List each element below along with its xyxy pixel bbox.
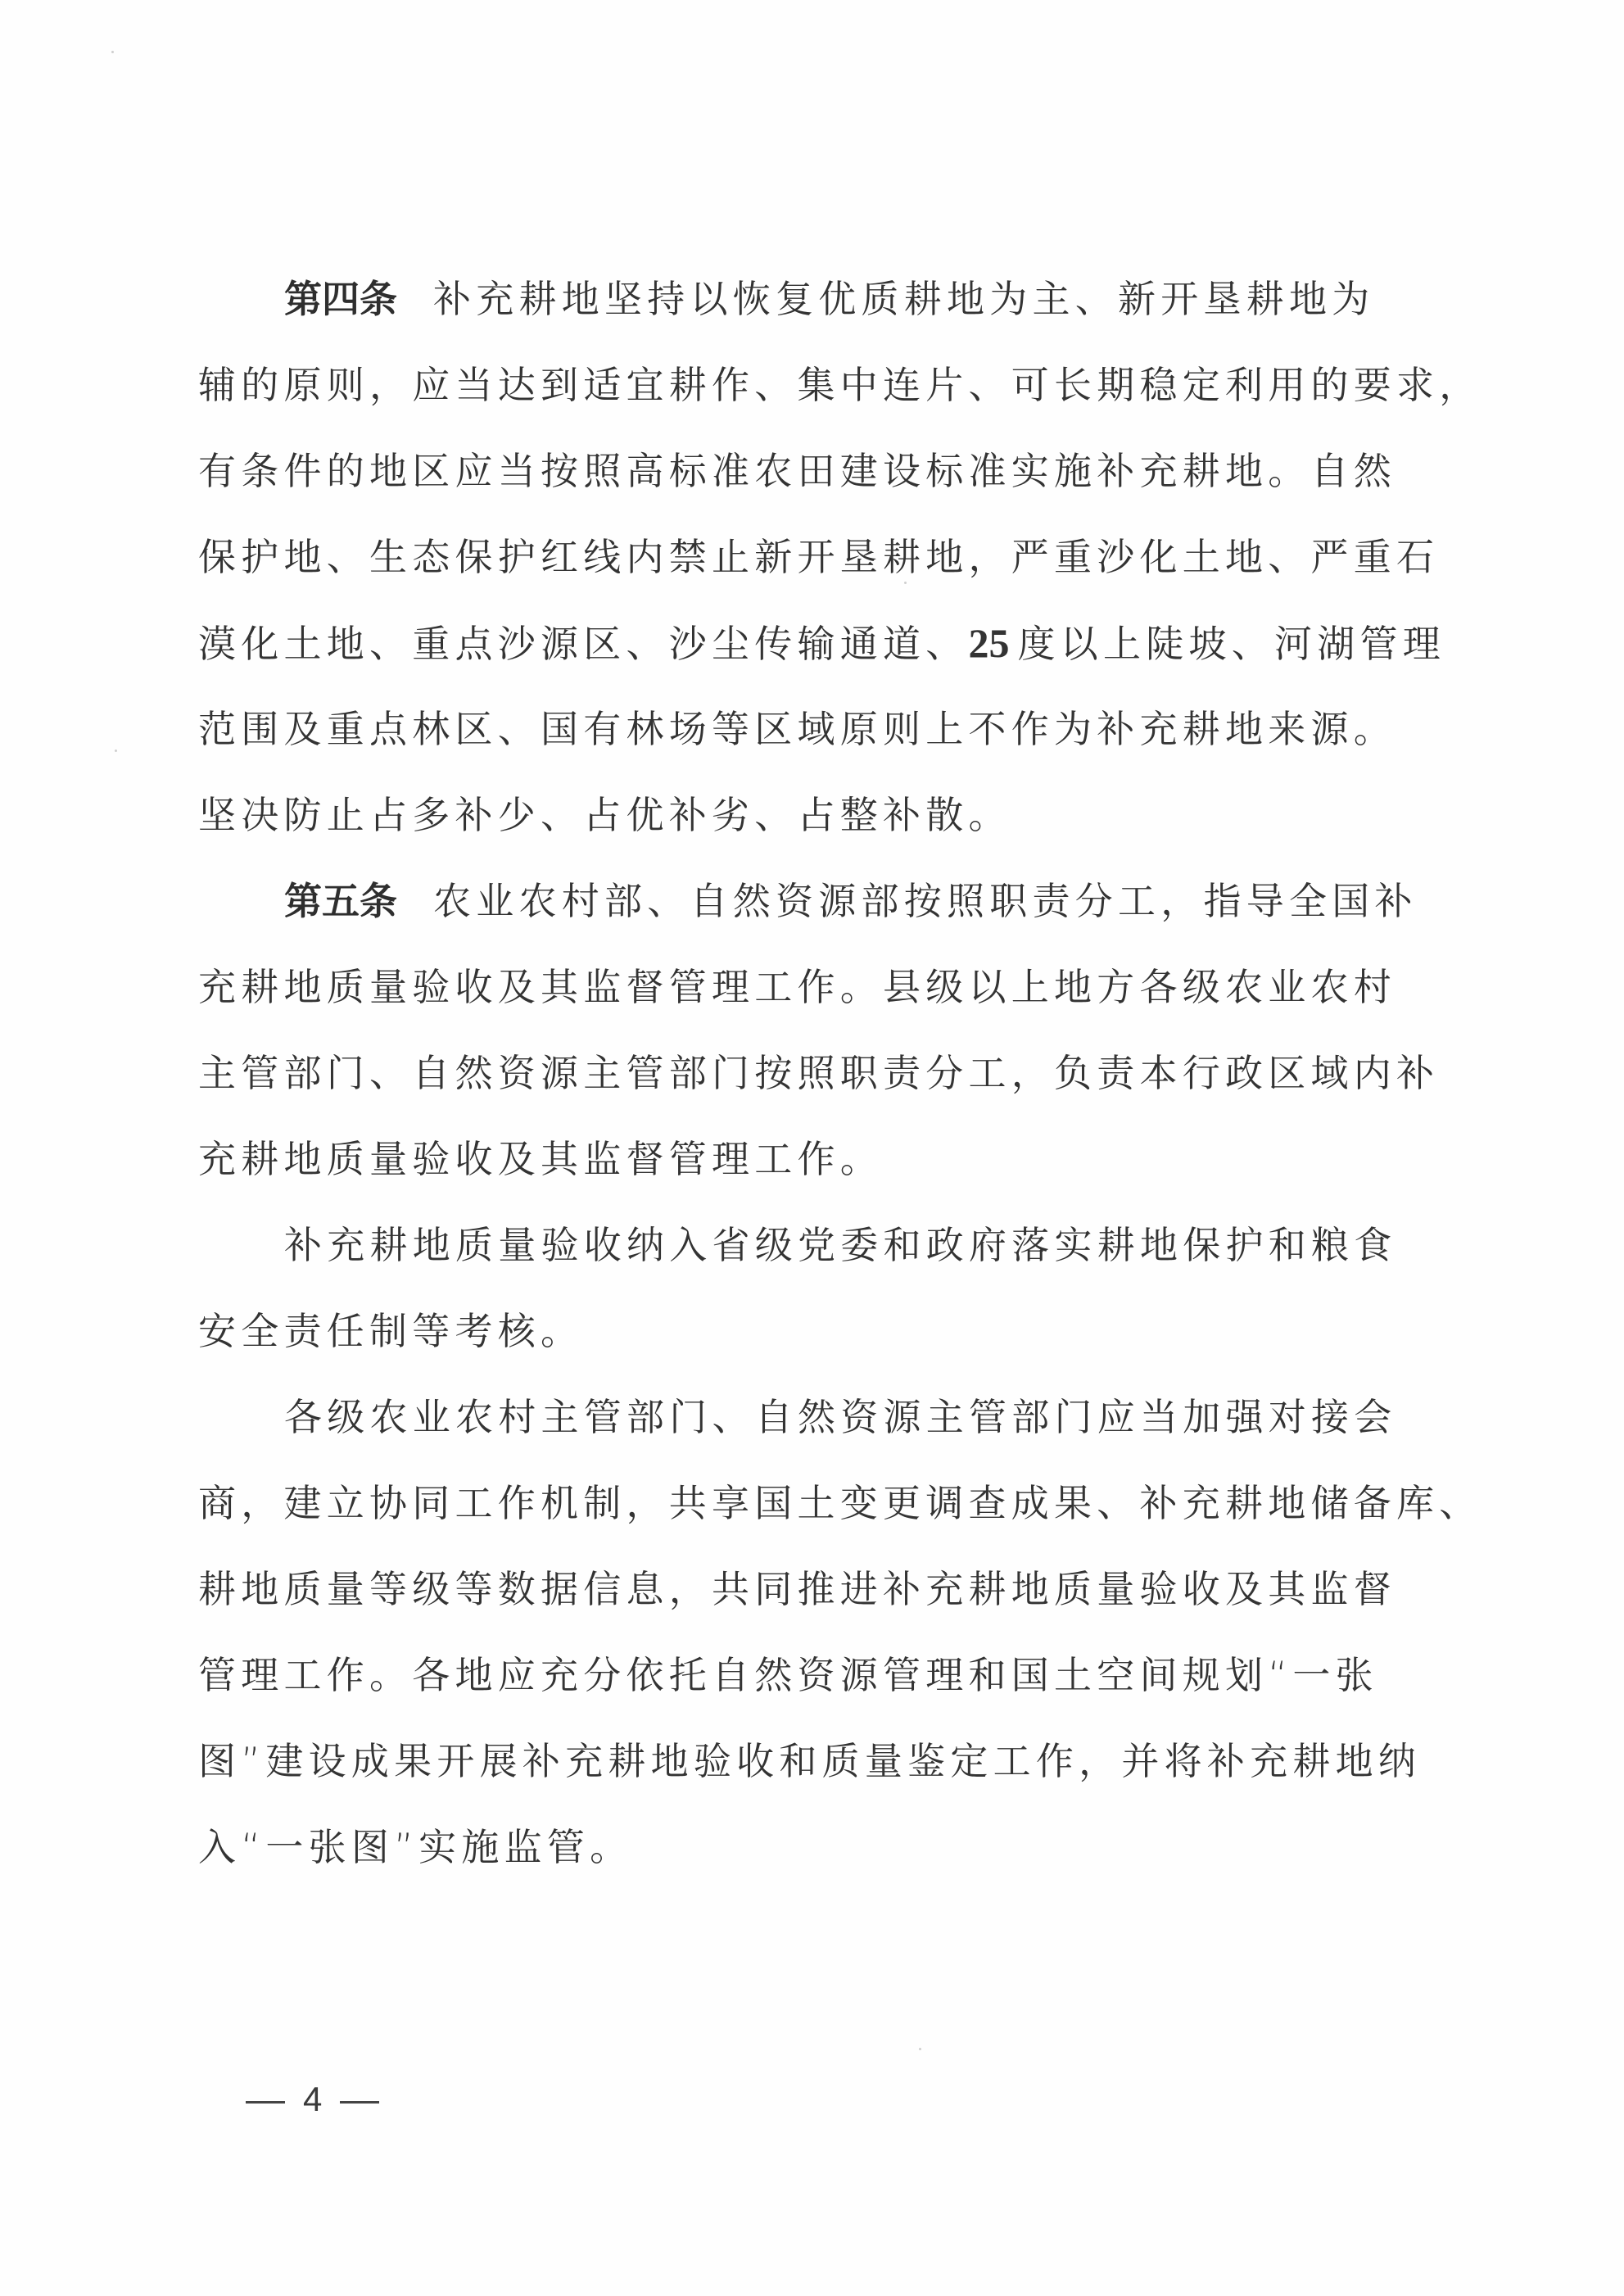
footer-dash-right	[340, 2101, 379, 2104]
page-number: 4	[303, 2080, 323, 2118]
article-4-line-5-end: 度以上陡坡、河湖管理	[1017, 622, 1445, 666]
article-4-text: 补充耕地坚持以恢复优质耕地为主、新开垦耕地为	[433, 277, 1375, 321]
scan-speck	[919, 2048, 921, 2050]
article-4-line-7: 坚决防止占多补少、占优补劣、占整补散。	[198, 793, 1011, 837]
article-4-line-3: 有条件的地区应当按照高标准农田建设标准实施补充耕地。自然	[198, 449, 1396, 493]
article-4-line-1	[284, 256, 1496, 342]
article-4-line-2: 辅的原则，应当达到适宜耕作、集中连片、可长期稳定利用的要求，	[198, 363, 1482, 407]
article-5-line-4: 充耕地质量验收及其监督管理工作。	[198, 1137, 883, 1181]
article-5-para-3-line-2: 商，建立协同工作机制，共享国土变更调查成果、补充耕地储备库、	[198, 1481, 1482, 1525]
article-5-text: 农业农村部、自然资源部按照职责分工，指导全国补	[433, 879, 1418, 923]
article-4-label: 第四条	[284, 277, 397, 321]
article-5-para-3-line-4: 管理工作。各地应充分依托自然资源管理和国土空间规划“一张	[198, 1653, 1378, 1697]
article-4-line-4: 保护地、生态保护红线内禁止新开垦耕地，严重沙化土地、严重石	[198, 535, 1440, 579]
article-5-para-2-line-1: 补充耕地质量验收纳入省级党委和政府落实耕地保护和粮食	[284, 1223, 1397, 1267]
scan-speck	[904, 582, 907, 584]
article-5-para-3-line-3: 耕地质量等级等数据信息，共同推进补充耕地质量验收及其监督	[198, 1567, 1396, 1611]
article-5-line-3: 主管部门、自然资源主管部门按照职责分工，负责本行政区域内补	[198, 1051, 1440, 1095]
article-5-label: 第五条	[284, 879, 397, 923]
article-5-para-3-line-5: 图”建设成果开展补充耕地验收和质量鉴定工作，并将补充耕地纳	[198, 1739, 1422, 1783]
article-5-para-3-line-1: 各级农业农村主管部门、自然资源主管部门应当加强对接会	[284, 1395, 1397, 1439]
article-5-line-2: 充耕地质量验收及其监督管理工作。县级以上地方各级农业农村	[198, 965, 1396, 1009]
article-5-para-2-line-2: 安全责任制等考核。	[198, 1309, 584, 1353]
slope-degree-number: 25	[968, 620, 1010, 666]
footer-dash-left	[246, 2101, 285, 2104]
article-5-para-3-line-6: 入“一张图”实施监管。	[198, 1825, 633, 1869]
page-number-footer	[246, 2076, 379, 2122]
article-4-line-5	[198, 600, 1445, 686]
scan-speck	[115, 749, 117, 752]
article-5-line-1	[284, 858, 1496, 944]
article-4-line-6: 范围及重点林区、国有林场等区域原则上不作为补充耕地来源。	[198, 707, 1396, 751]
scan-speck	[111, 51, 114, 53]
article-4-line-5-start: 漠化土地、重点沙源区、沙尘传输通道、	[198, 622, 969, 666]
